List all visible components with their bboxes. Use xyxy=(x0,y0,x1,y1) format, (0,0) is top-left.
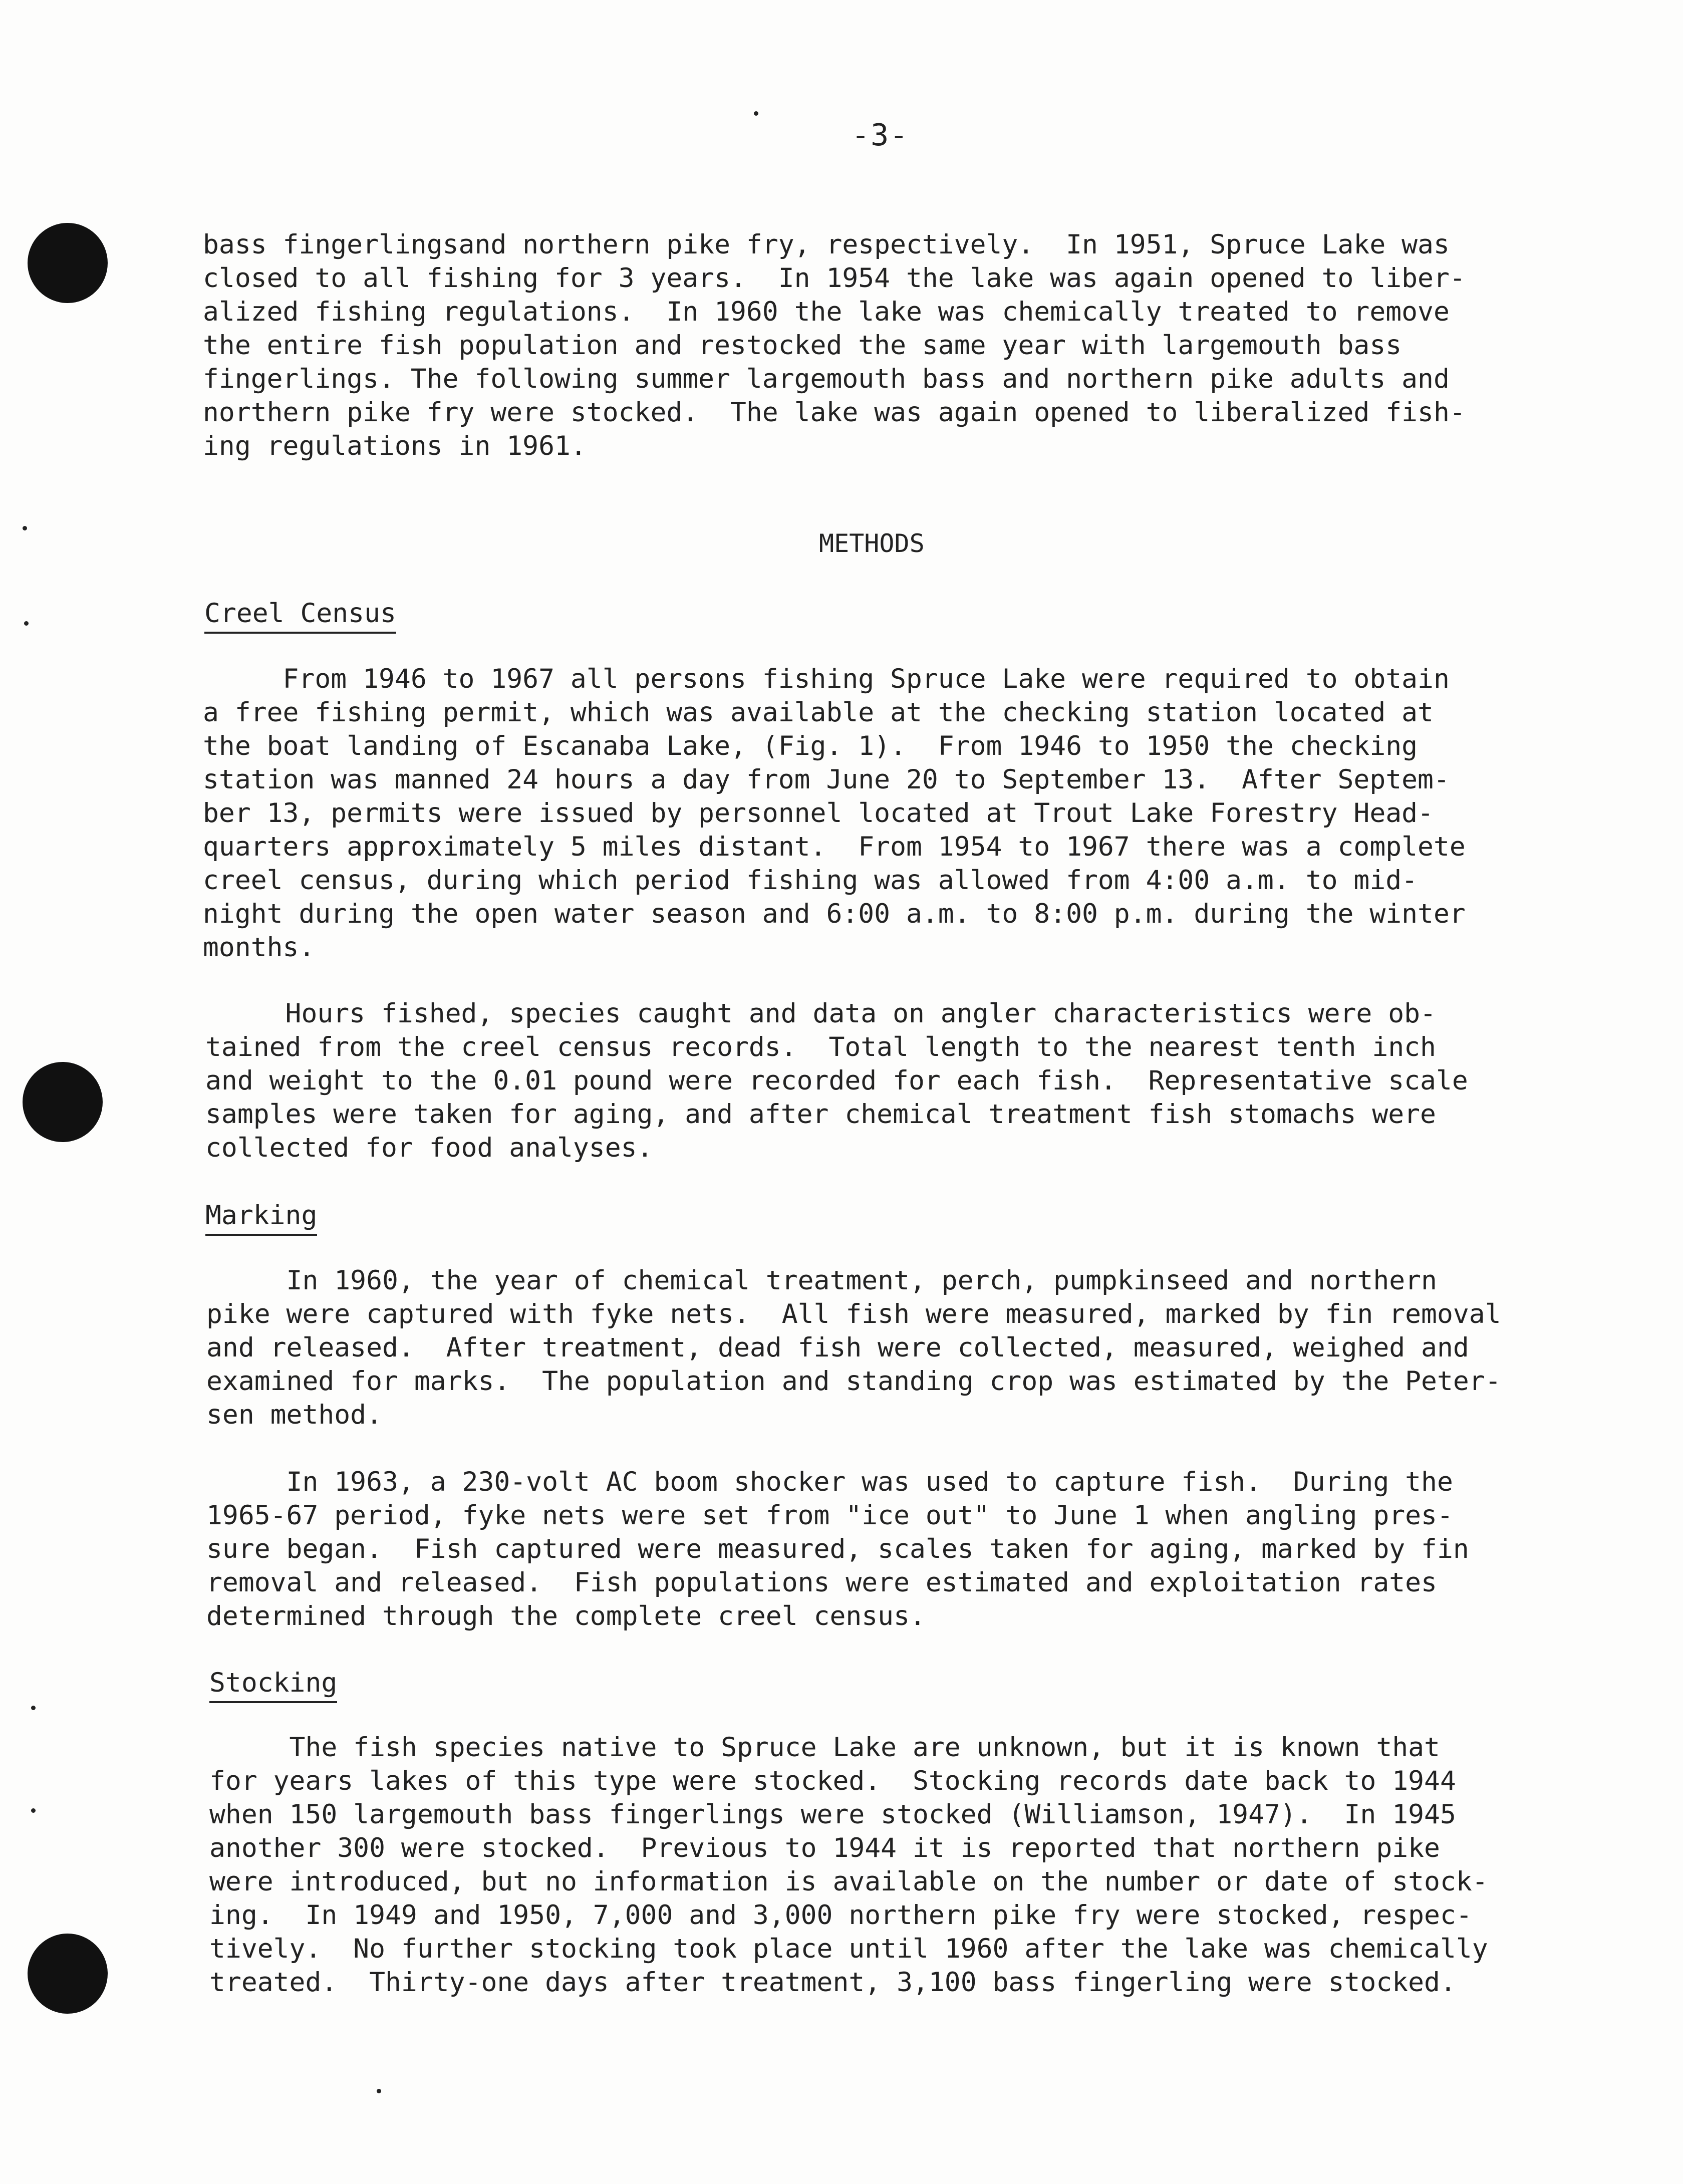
text-line: In 1960, the year of chemical treatment, perch, pumpkinseed and northern xyxy=(206,1265,1437,1296)
text-line: pike were captured with fyke nets. All fish were measured, marked by fin removal xyxy=(206,1299,1501,1329)
text-line: ber 13, permits were issued by personnel located at Trout Lake Forestry Head- xyxy=(203,798,1434,829)
text-line: closed to all fishing for 3 years. In 1954 the lake was again opened to liber- xyxy=(203,263,1466,294)
stocking-paragraph-1 xyxy=(209,1731,1582,1999)
text-line: creel census, during which period fishing was allowed from 4:00 a.m. to mid- xyxy=(203,865,1418,896)
text-line: tively. No further stocking took place until 1960 after the lake was chemically xyxy=(209,1934,1488,1964)
text-line: 1965-67 period, fyke nets were set from "ice out" to June 1 when angling pres- xyxy=(206,1500,1453,1531)
speck xyxy=(754,111,758,116)
speck xyxy=(31,1706,36,1710)
binder-hole-top xyxy=(28,223,108,303)
text-line: the entire fish population and restocked the same year with largemouth bass xyxy=(203,330,1402,361)
text-line: examined for marks. The population and standing crop was estimated by the Peter- xyxy=(206,1366,1501,1397)
text-line: sure began. Fish captured were measured, scales taken for aging, marked by fin xyxy=(206,1534,1469,1564)
text-line: From 1946 to 1967 all persons fishing Spruce Lake were required to obtain xyxy=(203,664,1450,694)
text-line: Hours fished, species caught and data on angler characteristics were ob- xyxy=(205,998,1436,1029)
page-number: -3- xyxy=(852,118,909,153)
text-line: northern pike fry were stocked. The lake was again opened to liberalized fish- xyxy=(203,397,1466,428)
text-line: alized fishing regulations. In 1960 the lake was chemically treated to remove xyxy=(203,297,1450,327)
creel-census-paragraph-1 xyxy=(203,662,1575,964)
text-line: months. xyxy=(203,932,315,963)
text-line: bass fingerlingsand northern pike fry, respectively. In 1951, Spruce Lake was xyxy=(203,229,1450,260)
text-line: sen method. xyxy=(206,1400,382,1430)
text-line: ing regulations in 1961. xyxy=(203,431,587,461)
text-line: station was manned 24 hours a day from June 20 to September 13. After Septem- xyxy=(203,764,1450,795)
text-line: treated. Thirty-one days after treatment, 3,100 bass fingerling were stocked. xyxy=(209,1967,1456,1998)
speck xyxy=(23,526,27,530)
text-line: for years lakes of this type were stocked. Stocking records date back to 1944 xyxy=(209,1766,1456,1796)
text-line: the boat landing of Escanaba Lake, (Fig. 1). From 1946 to 1950 the checking xyxy=(203,731,1418,761)
intro-paragraph xyxy=(203,228,1575,463)
speck xyxy=(24,621,29,626)
text-line: another 300 were stocked. Previous to 1944 it is reported that northern pike xyxy=(209,1833,1440,1863)
text-line: samples were taken for aging, and after chemical treatment fish stomachs were xyxy=(205,1099,1436,1130)
text-line: quarters approximately 5 miles distant. From 1954 to 1967 there was a complete xyxy=(203,832,1466,862)
text-line: tained from the creel census records. Total length to the nearest tenth inch xyxy=(205,1032,1436,1062)
text-line: were introduced, but no information is available on the number or date of stock- xyxy=(209,1866,1488,1897)
text-line: fingerlings. The following summer largemouth bass and northern pike adults and xyxy=(203,364,1450,394)
text-line: determined through the complete creel census. xyxy=(206,1601,926,1631)
text-line: when 150 largemouth bass fingerlings were stocked (Williamson, 1947). In 1945 xyxy=(209,1799,1456,1830)
stocking-heading: Stocking xyxy=(209,1668,337,1703)
methods-heading: METHODS xyxy=(819,529,925,558)
creel-census-paragraph-2 xyxy=(205,997,1578,1165)
text-line: and released. After treatment, dead fish were collected, measured, weighed and xyxy=(206,1332,1469,1363)
text-line: removal and released. Fish populations were estimated and exploitation rates xyxy=(206,1567,1437,1598)
marking-paragraph-2 xyxy=(206,1465,1579,1633)
text-line: collected for food analyses. xyxy=(205,1133,653,1163)
binder-hole-middle xyxy=(23,1062,103,1142)
marking-paragraph-1 xyxy=(206,1264,1579,1432)
text-line: ing. In 1949 and 1950, 7,000 and 3,000 northern pike fry were stocked, respec- xyxy=(209,1900,1472,1931)
text-line: The fish species native to Spruce Lake are unknown, but it is known that xyxy=(209,1732,1440,1763)
marking-heading: Marking xyxy=(205,1201,317,1236)
speck xyxy=(31,1808,36,1813)
text-line: a free fishing permit, which was available at the checking station located at xyxy=(203,697,1434,728)
creel-census-heading: Creel Census xyxy=(204,599,396,634)
text-line: night during the open water season and 6:00 a.m. to 8:00 p.m. during the winter xyxy=(203,899,1466,929)
speck xyxy=(377,2089,381,2093)
text-line: and weight to the 0.01 pound were recorded for each fish. Representative scale xyxy=(205,1065,1468,1096)
text-line: In 1963, a 230-volt AC boom shocker was used to capture fish. During the xyxy=(206,1467,1453,1497)
binder-hole-bottom xyxy=(28,1934,108,2014)
